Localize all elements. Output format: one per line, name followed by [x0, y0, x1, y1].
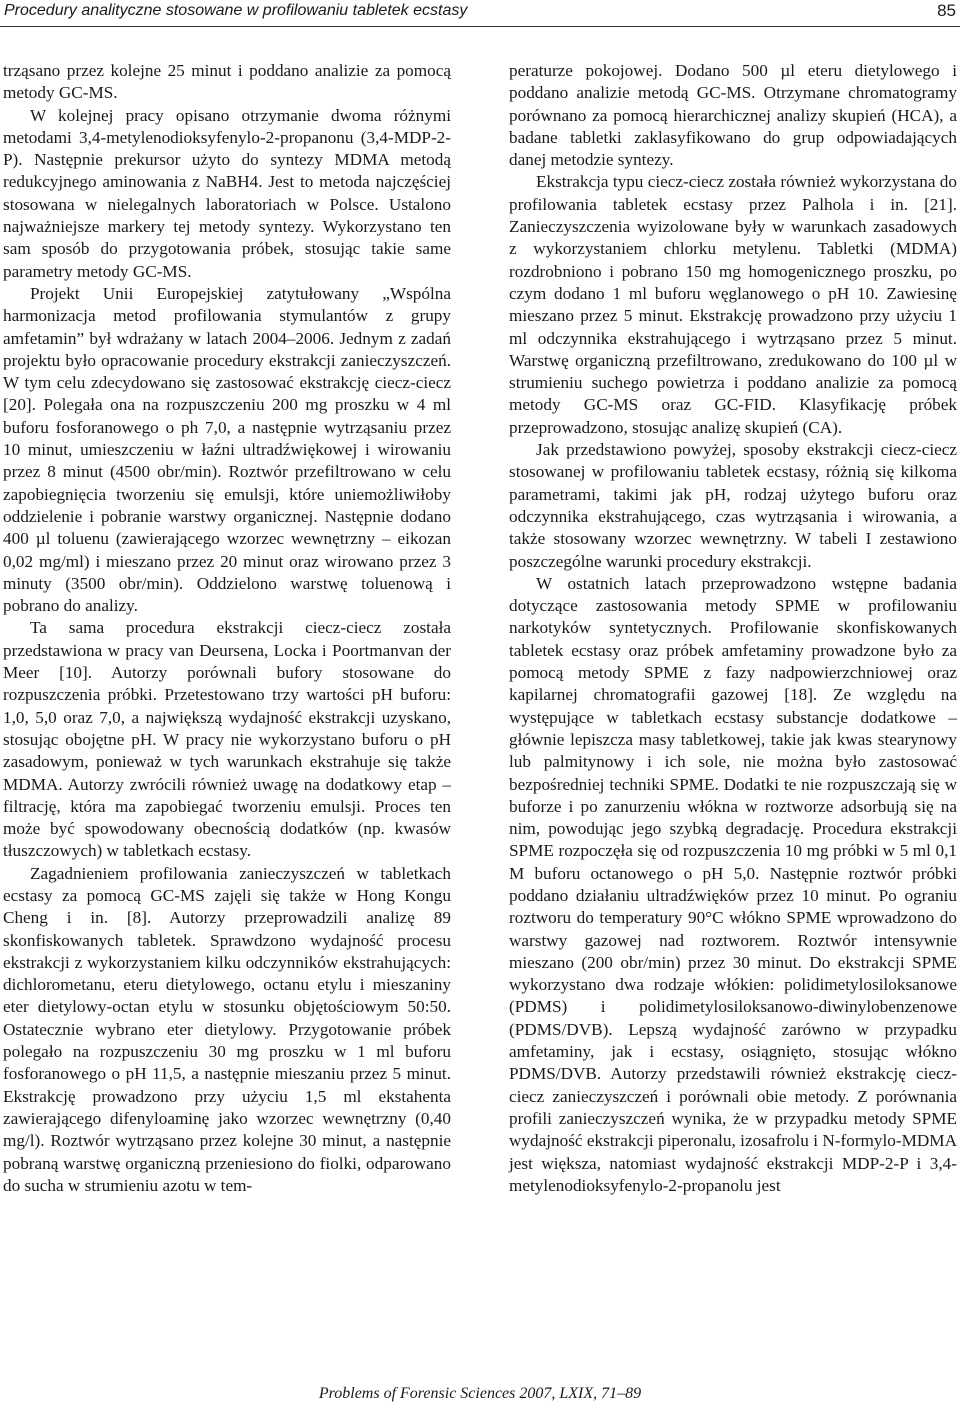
paragraph: peraturze pokojowej. Dodano 500 µl eteru dietylowego i poddano analizie metodą GC-MS. Otrzymane chromatogramy porównano za pomocą hierarchicznej analizy skupień (HCA), a badane tabletki zaklasyfikowano do grup odpowiadających danej metodzie syntezy. — [509, 61, 957, 170]
page-number: 85 — [937, 1, 956, 20]
paragraph: Zagadnieniem profilowania zanieczyszczeń w tabletkach ecstasy za pomocą GC-MS zajęli się także w Hong Kongu Cheng i in. [8]. Autorzy przeprowadzili analizę 89 skonfiskowanych tabletek. Sprawdzono wydajność procesu ekstrakcji z wykorzystaniem kilku odczynników ekstrahujących: dichlorometanu, eteru dietylowego, octanu etylu i mieszaniny eter dietylowy-octan etylu w stosunku objętościowym 50:50. Ostatecznie wybrano eter dietylowy. Przygotowanie próbek polegało na rozpuszczeniu 30 mg proszku w 1 ml buforu fosforanowego o pH 11,5, a następnie mieszaniu przez 5 minut. Ekstrakcję prowadzono przy użyciu 1,5 ml ekstahenta zawierającego difenyloaminę jako wzorzec wewnętrzny (0,40 mg/l). Roztwór wytrząsano przez kolejne 30 minut, a następnie pobraną warstwę organiczną przeniesiono do fiolki, odparowano do sucha w strumieniu azotu w tem- — [3, 863, 451, 1195]
left-column — [3, 60, 451, 1197]
running-title: Procedury analityczne stosowane w profilowaniu tabletek ecstasy — [4, 2, 468, 19]
header-rule — [0, 26, 960, 27]
paragraph: Projekt Unii Europejskiej zatytułowany „Wspólna harmonizacja metod profilowania stymulantów z grupy amfetamin” był wdrażany w latach 2004–2006. Jednym z zadań projektu było opracowanie procedury ekstrakcji zanieczyszczeń. W tym celu zdecydowano się zastosować ekstrakcję ciecz-ciecz [20]. Polegała ona na rozpuszczeniu 200 mg proszku w 4 ml buforu fosforanowego o ph 7,0, a następnie wytrząsaniu przez 10 minut, umieszczeniu w łaźni ultradźwiękowej i wirowaniu przez 8 minut (4500 obr/min). Roztwór przefiltrowano w celu zapobiegnięcia tworzeniu się emulsji, które uniemożliwiłoby oddzielenie i pobranie warstwy organicznej. Następnie dodano 400 µl toluenu (zawierającego wzorzec wewnętrzny – eikozan 0,02 mg/ml) i mieszano przez 20 minut oraz wirowano przez 3 minuty (3500 obr/min). Oddzielono warstwę toluenową i pobrano do analizy. — [3, 283, 451, 616]
paragraph: Ta sama procedura ekstrakcji ciecz-ciecz została przedstawiona w pracy van Deursena, Locka i Poortmanvan der Meer [10]. Autorzy porównali bufory stosowane do rozpuszczenia próbki. Przetestowano trzy wartości pH buforu: 1,0, 5,0 oraz 7,0, a największą wydajność ekstrakcji uzyskano, stosując obojętne pH. W pracy nie wykorzystano buforu o pH zasadowym, ponieważ w tych warunkach ekstrahuje się także MDMA. Autorzy zwrócili również uwagę na dodatkowy etap – filtrację, która ma zapobiegać tworzeniu emulsji. Proces ten może być spowodowany obecnością dodatków (np. kwasów tłuszczowych) w tabletkach ecstasy. — [3, 618, 451, 861]
paragraph: W ostatnich latach przeprowadzono wstępne badania dotyczące zastosowania metody SPME w profilowaniu narkotyków syntetycznych. Profilowanie skonfiskowanych tabletek ecstasy oraz próbek amfetaminy prowadzone było za pomocą metody SPME z fazy nadpowierzchniowej oraz kapilarnej chromatografii gazowej [18]. Ze względu na występujące w tabletkach ecstasy substancje dodatkowe – głównie lepiszcza masy tabletkowej, takie jak kwas stearynowy lub palmitynowy i ich sole, nie można było zastosować bezpośredniej techniki SPME. Dodatki te nie rozpuszczają się w buforze i po zanurzeniu włókna w roztworze adsorbują się na nim, powodując jego szybką degradację. Procedura ekstrakcji SPME rozpoczęła się od rozpuszczenia 10 mg próbki w 5 ml 0,1 M buforu octanowego o pH 5,0. Następnie roztwór próbki poddano działaniu ultradźwięków przez 10 minut. Po ograniu roztworu do temperatury 90°C włókno SPME wprowadzono do warstwy gazowej nad roztworem. Roztwór intensywnie mieszano (200 obr/min) przez 30 minut. Do ekstrakcji SPME wykorzystano dwa rodzaje włókien: polidimetylosiloksanowe (PDMS) i polidimetylosiloksanowo-diwinylobenzenowe (PDMS/DVB). Lepszą wydajność zarówno w przypadku amfetaminy, jak i ecstasy, osiągnięto, stosując włókno PDMS/DVB. Autorzy przedstawili również ekstrakcję ciecz-ciecz zanieczyszczeń i porównali obie metody. Z porównania profili zanieczyszczeń wynika, że w przypadku metody SPME wydajność ekstrakcji piperonalu, izosafrolu i N-formylo-MDMA jest większa, natomiast wydajność ekstrakcji MDP-2-P i 3,4-metylenodioksyfenylo-2-propanolu jest — [509, 573, 957, 1195]
paragraph: W kolejnej pracy opisano otrzymanie dwoma różnymi metodami 3,4-metylenodioksyfenylo-2-propanonu (3,4-MDP-2-P). Następnie prekursor użyto do syntezy MDMA metodą redukcyjnego aminowania z NaBH4. Jest to metoda najczęściej stosowana w nielegalnych laboratoriach w Polsce. Ustalono najważniejsze markery tej metody syntezy. Wykorzystano ten sam sposób do przygotowania próbek, stosując takie same parametry metody GC-MS. — [3, 105, 451, 281]
running-header — [0, 0, 960, 26]
paragraph: trząsano przez kolejne 25 minut i poddano analizie za pomocą metody GC-MS. — [3, 61, 451, 103]
footer-citation: Problems of Forensic Sciences 2007, LXIX, 71–89 — [318, 1385, 642, 1402]
right-column — [509, 60, 957, 1197]
paragraph: Jak przedstawiono powyżej, sposoby ekstrakcji ciecz-ciecz stosowanej w profilowaniu tabletek ecstasy, różnią się kilkoma parametrami, takimi jak pH, rodzaj użytego buforu oraz odczynnika ekstrahującego, czas wytrząsania i wirowania, a także stosowany wzorzec wewnętrzny. W tabeli I zestawiono poszczególne warunki procedury ekstrakcji. — [509, 440, 957, 571]
paragraph: Ekstrakcja typu ciecz-ciecz została również wykorzystana do profilowania tabletek ecstasy przez Palhola i in. [21]. Zanieczyszczenia wyizolowane były w warunkach zasadowych z wykorzystaniem chlorku metylenu. Tabletki (MDMA) rozdrobniono i pobrano 150 mg homogenicznego proszku, po czym dodano 1 ml buforu węglanowego o pH 10. Zawiesinę mieszano przez 5 minut. Ekstrakcję prowadzono przy użyciu 1 ml odczynnika ekstrahującego i wytrząsano przez 5 minut. Warstwę organiczną przefiltrowano, zredukowano do 100 µl w strumieniu suchego powietrza i poddano analizie za pomocą metody GC-MS oraz GC-FID. Klasyfikację próbek przeprowadzono, stosując analizę skupień (CA). — [509, 172, 957, 437]
